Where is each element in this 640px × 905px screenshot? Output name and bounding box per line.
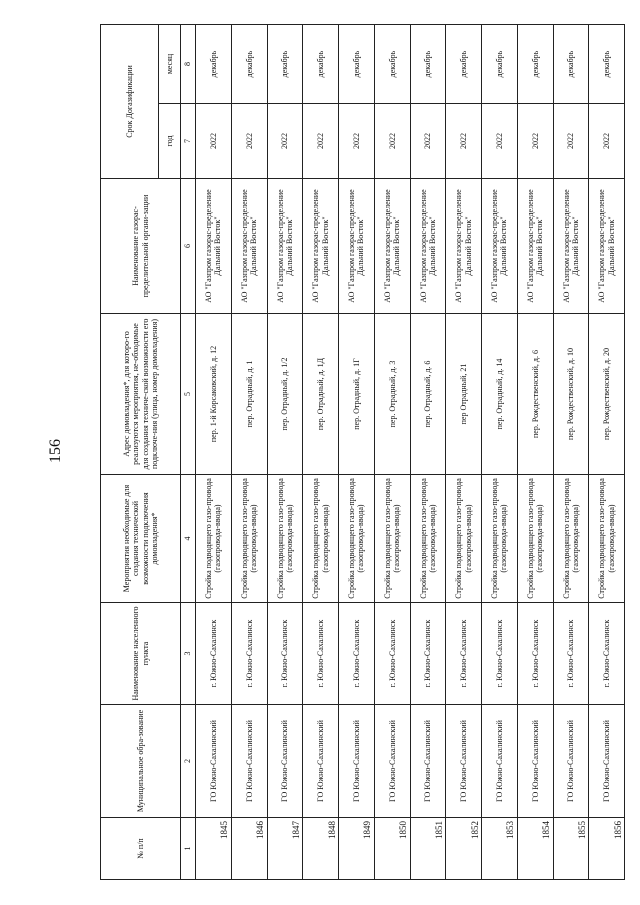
municipality-cell: ГО Южно-Сахалинский [374, 705, 410, 818]
address-cell: пер. Отрадный, д. 6 [410, 314, 446, 475]
table-row [589, 24, 625, 879]
table-row [196, 24, 232, 879]
settlement-cell: г. Южно-Сахалинск [196, 603, 232, 705]
settlement-cell: г. Южно-Сахалинск [517, 603, 553, 705]
year-cell: 2022 [410, 104, 446, 179]
org-cell: АО "Газпром газорас-пределение Дальний Восток" [410, 179, 446, 314]
year-cell: 2022 [482, 104, 518, 179]
column-number: 6 [181, 179, 196, 314]
measure-cell: Стройка подводящего газо-провода (газопровода-ввода) [446, 475, 482, 603]
table-row [517, 24, 553, 879]
month-cell: декабрь [231, 24, 267, 103]
address-cell: пер. Рождественский, д. 6 [517, 314, 553, 475]
month-cell: декабрь [196, 24, 232, 103]
column-number: 7 [181, 104, 196, 179]
year-cell: 2022 [231, 104, 267, 179]
municipality-cell: ГО Южно-Сахалинский [267, 705, 303, 818]
settlement-cell: г. Южно-Сахалинск [303, 603, 339, 705]
row-index: 1856 [589, 818, 625, 880]
header-municipality: Муниципальное обра-зование [101, 705, 181, 818]
settlement-cell: г. Южно-Сахалинск [374, 603, 410, 705]
municipality-cell: ГО Южно-Сахалинский [553, 705, 589, 818]
row-index: 1851 [410, 818, 446, 880]
settlement-cell: г. Южно-Сахалинск [482, 603, 518, 705]
address-cell: пер. 1-й Корсаковский, д. 12 [196, 314, 232, 475]
org-cell: АО "Газпром газорас-пределение Дальний Восток" [339, 179, 375, 314]
address-cell: пер. Отрадный, д. 14 [482, 314, 518, 475]
table-row [482, 24, 518, 879]
measure-cell: Стройка подводящего газо-провода (газопровода-ввода) [303, 475, 339, 603]
org-cell: АО "Газпром газорас-пределение Дальний Восток" [482, 179, 518, 314]
column-number-row [181, 24, 196, 879]
municipality-cell: ГО Южно-Сахалинский [446, 705, 482, 818]
row-index: 1849 [339, 818, 375, 880]
org-cell: АО "Газпром газорас-пределение Дальний Восток" [446, 179, 482, 314]
measure-cell: Стройка подводящего газо-провода (газопровода-ввода) [517, 475, 553, 603]
row-index: 1853 [482, 818, 518, 880]
address-cell: пер. Рождественский, д. 20 [589, 314, 625, 475]
settlement-cell: г. Южно-Сахалинск [446, 603, 482, 705]
header-year: год [159, 104, 181, 179]
municipality-cell: ГО Южно-Сахалинский [589, 705, 625, 818]
column-number: 5 [181, 314, 196, 475]
row-index: 1847 [267, 818, 303, 880]
settlement-cell: г. Южно-Сахалинск [267, 603, 303, 705]
measure-cell: Стройка подводящего газо-провода (газопровода-ввода) [553, 475, 589, 603]
municipality-cell: ГО Южно-Сахалинский [196, 705, 232, 818]
year-cell: 2022 [517, 104, 553, 179]
municipality-cell: ГО Южно-Сахалинский [410, 705, 446, 818]
header-month: месяц [159, 24, 181, 103]
table-row [267, 24, 303, 879]
settlement-cell: г. Южно-Сахалинск [231, 603, 267, 705]
address-cell: пер Отрадный, 21 [446, 314, 482, 475]
header-measures: Мероприятия необходимые для создания технической возможности подключения домовладения* [101, 475, 181, 603]
column-number: 3 [181, 603, 196, 705]
settlement-cell: г. Южно-Сахалинск [410, 603, 446, 705]
row-index: 1846 [231, 818, 267, 880]
municipality-cell: ГО Южно-Сахалинский [231, 705, 267, 818]
column-number: 4 [181, 475, 196, 603]
column-number: 1 [181, 818, 196, 880]
gasification-table [100, 24, 625, 880]
header-org: Наименование газорас-пределительной органи-зации [101, 179, 181, 314]
table-row [231, 24, 267, 879]
month-cell: декабрь [553, 24, 589, 103]
year-cell: 2022 [589, 104, 625, 179]
header-address: Адрес домовладения*, для которо-го реализуются мероприятия, не-обходимые для создания техниче-ской возможности его подключе-ния (улица, номер домовладения) [101, 314, 181, 475]
row-index: 1848 [303, 818, 339, 880]
measure-cell: Стройка подводящего газо-провода (газопровода-ввода) [231, 475, 267, 603]
month-cell: декабрь [589, 24, 625, 103]
row-index: 1855 [553, 818, 589, 880]
address-cell: пер. Отрадный, д. 1 [231, 314, 267, 475]
address-cell: пер. Отрадный, д. 1/2 [267, 314, 303, 475]
address-cell: пер. Рождественский, д. 10 [553, 314, 589, 475]
year-cell: 2022 [553, 104, 589, 179]
column-number: 8 [181, 24, 196, 103]
rotated-table-wrapper [100, 25, 625, 880]
settlement-cell: г. Южно-Сахалинск [589, 603, 625, 705]
org-cell: АО "Газпром газорас-пределение Дальний Восток" [267, 179, 303, 314]
measure-cell: Стройка подводящего газо-провода (газопровода-ввода) [482, 475, 518, 603]
municipality-cell: ГО Южно-Сахалинский [517, 705, 553, 818]
row-index: 1845 [196, 818, 232, 880]
year-cell: 2022 [303, 104, 339, 179]
org-cell: АО "Газпром газорас-пределение Дальний Восток" [589, 179, 625, 314]
address-cell: пер. Отрадный, д. 1Д [303, 314, 339, 475]
measure-cell: Стройка подводящего газо-провода (газопровода-ввода) [339, 475, 375, 603]
org-cell: АО "Газпром газорас-пределение Дальний Восток" [553, 179, 589, 314]
page-number: 156 [47, 439, 64, 463]
org-cell: АО "Газпром газорас-пределение Дальний Восток" [231, 179, 267, 314]
measure-cell: Стройка подводящего газо-провода (газопровода-ввода) [196, 475, 232, 603]
address-cell: пер. Отрадный, д. 3 [374, 314, 410, 475]
header-num: № п/п [101, 818, 181, 880]
org-cell: АО "Газпром газорас-пределение Дальний Восток" [374, 179, 410, 314]
month-cell: декабрь [374, 24, 410, 103]
table-row [339, 24, 375, 879]
table-row [374, 24, 410, 879]
month-cell: декабрь [410, 24, 446, 103]
table-row [410, 24, 446, 879]
municipality-cell: ГО Южно-Сахалинский [339, 705, 375, 818]
address-cell: пер. Отрадный, д. 1Г [339, 314, 375, 475]
row-index: 1854 [517, 818, 553, 880]
year-cell: 2022 [339, 104, 375, 179]
month-cell: декабрь [339, 24, 375, 103]
row-index: 1852 [446, 818, 482, 880]
org-cell: АО "Газпром газорас-пределение Дальний Восток" [196, 179, 232, 314]
municipality-cell: ГО Южно-Сахалинский [482, 705, 518, 818]
org-cell: АО "Газпром газорас-пределение Дальний Восток" [517, 179, 553, 314]
month-cell: декабрь [267, 24, 303, 103]
settlement-cell: г. Южно-Сахалинск [339, 603, 375, 705]
row-index: 1850 [374, 818, 410, 880]
month-cell: декабрь [482, 24, 518, 103]
month-cell: декабрь [446, 24, 482, 103]
table-row [553, 24, 589, 879]
measure-cell: Стройка подводящего газо-провода (газопровода-ввода) [374, 475, 410, 603]
table-row [303, 24, 339, 879]
column-number: 2 [181, 705, 196, 818]
year-cell: 2022 [374, 104, 410, 179]
table-row [446, 24, 482, 879]
header-term: Срок Догазификации [101, 24, 159, 178]
header-settlement: Наименование населенного пункта [101, 603, 181, 705]
org-cell: АО "Газпром газорас-пределение Дальний Восток" [303, 179, 339, 314]
table-body [196, 24, 625, 879]
measure-cell: Стройка подводящего газо-провода (газопровода-ввода) [410, 475, 446, 603]
year-cell: 2022 [196, 104, 232, 179]
measure-cell: Стройка подводящего газо-провода (газопровода-ввода) [267, 475, 303, 603]
settlement-cell: г. Южно-Сахалинск [553, 603, 589, 705]
year-cell: 2022 [446, 104, 482, 179]
month-cell: декабрь [517, 24, 553, 103]
year-cell: 2022 [267, 104, 303, 179]
municipality-cell: ГО Южно-Сахалинский [303, 705, 339, 818]
month-cell: декабрь [303, 24, 339, 103]
measure-cell: Стройка подводящего газо-провода (газопровода-ввода) [589, 475, 625, 603]
